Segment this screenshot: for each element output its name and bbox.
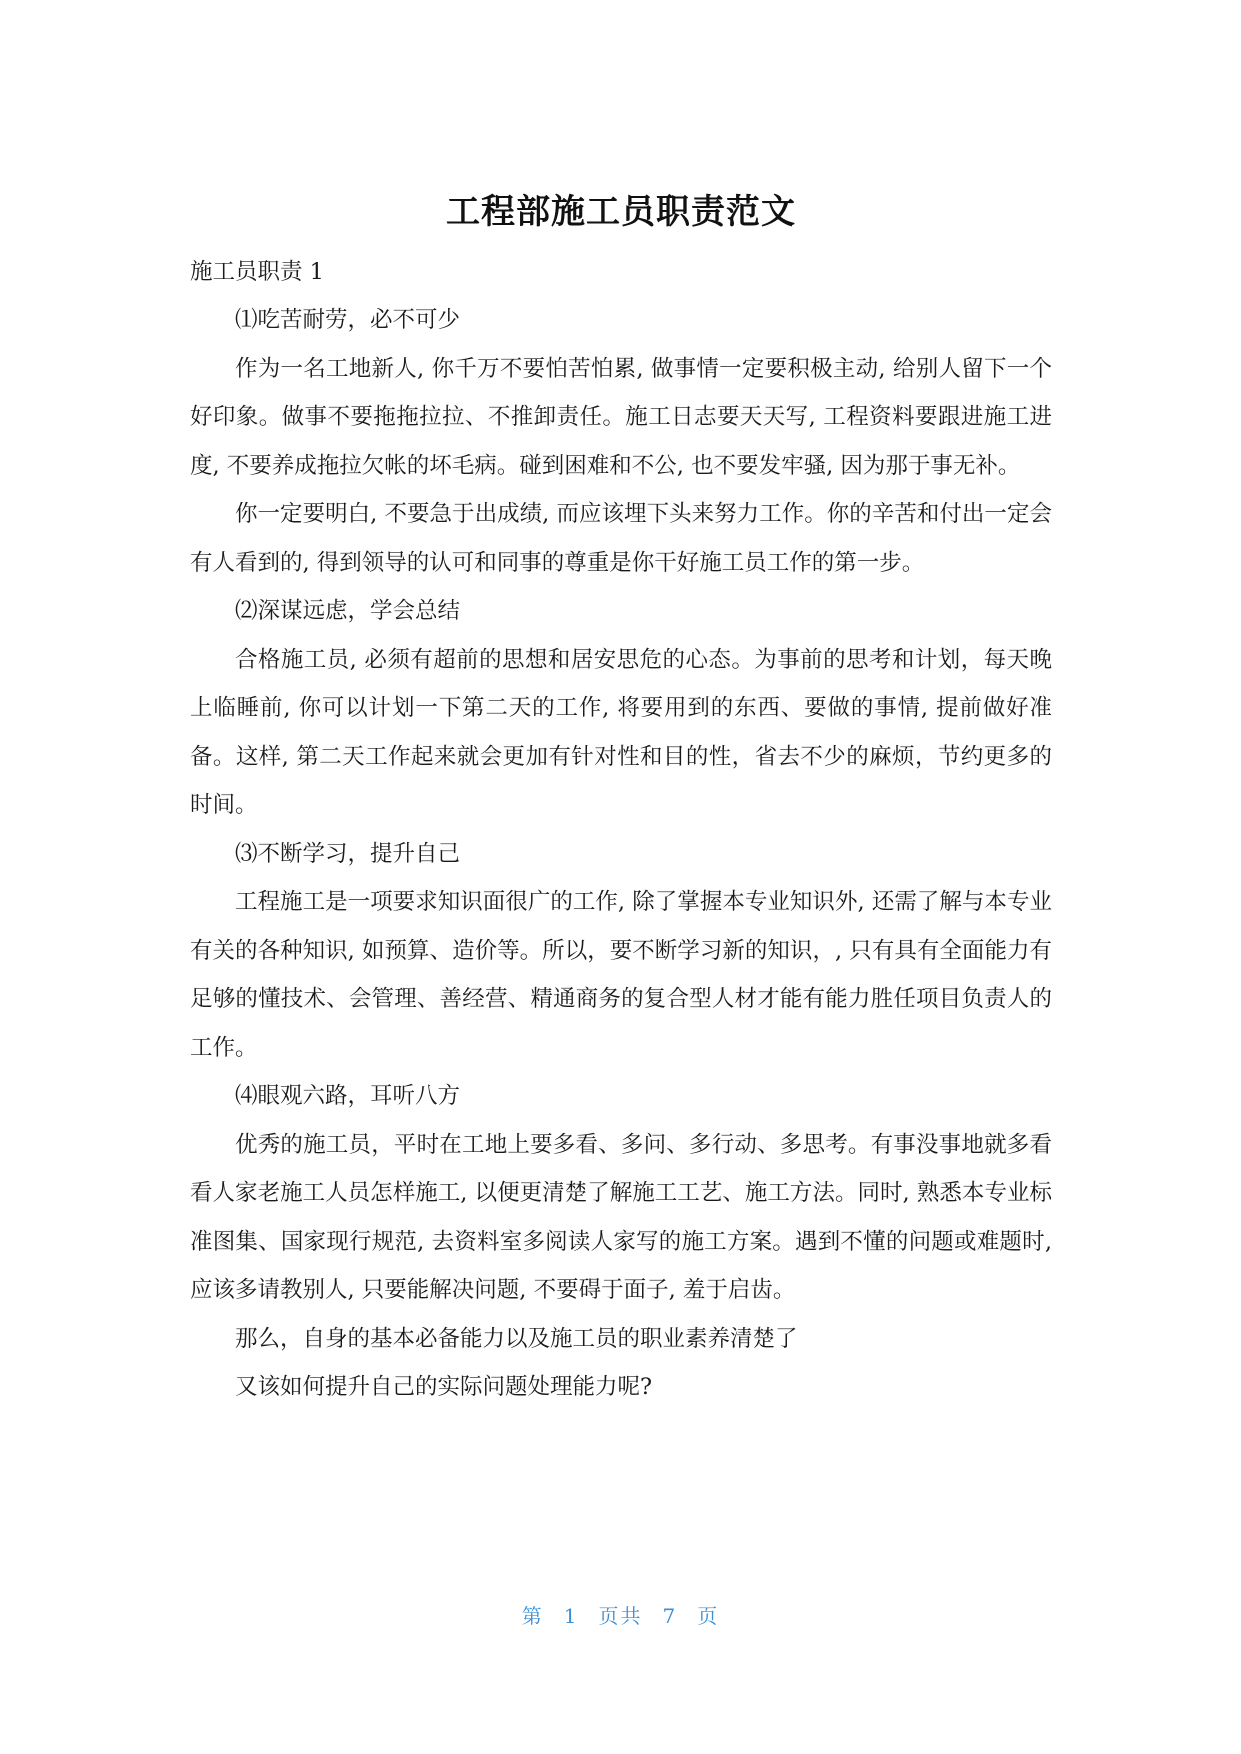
section-label: 施工员职责 1 (190, 259, 324, 285)
sub-heading-2: ⑵深谋远虑，学会总结 (235, 598, 461, 624)
paragraph: 又该如何提升自己的实际问题处理能力呢? (235, 1374, 653, 1400)
footer-middle: 页共 (598, 1604, 643, 1628)
paragraph: 那么，自身的基本必备能力以及施工员的职业素养清楚了 (235, 1325, 798, 1352)
footer-prefix: 第 (521, 1604, 544, 1628)
paragraph: 优秀的施工员，平时在工地上要多看、多问、多行动、多思考。有事没事地就多看看人家老施工人员怎样施工, 以便更清楚了解施工工艺、施工方法。同时, 熟悉本专业标准图集、国家现行规范, 去资料室多阅读人家写的施工方案。遇到不懂的问题或难题时, 应该多请教别人, 只要能解决问题, 不要碍于面子, 羞于启齿。 (190, 1131, 1052, 1303)
document-title: 工程部施工员职责范文 (446, 192, 796, 232)
footer-total-pages: 7 (662, 1604, 678, 1628)
page-footer (0, 1600, 1241, 1629)
paragraph: 合格施工员, 必须有超前的思想和居安思危的心态。为事前的思考和计划，每天晚上临睡前, 你可以计划一下第二天的工作, 将要用到的东西、要做的事情, 提前做好准备。这样, 第二天工作起来就会更加有针对性和目的性，省去不少的麻烦，节约更多的时间。 (190, 646, 1052, 818)
footer-suffix: 页 (697, 1604, 720, 1628)
sub-heading-4: ⑷眼观六路，耳听八方 (235, 1083, 461, 1109)
sub-heading-3: ⑶不断学习，提升自己 (235, 840, 461, 867)
paragraph: 工程施工是一项要求知识面很广的工作, 除了掌握本专业知识外, 还需了解与本专业有关的各种知识, 如预算、造价等。所以，要不断学习新的知识，, 只有具有全面能力有足够的懂技术、会管理、善经营、精通商务的复合型人材才能有能力胜任项目负责人的工作。 (190, 889, 1052, 1061)
footer-current-page: 1 (563, 1604, 579, 1628)
paragraph: 你一定要明白, 不要急于出成绩, 而应该埋下头来努力工作。你的辛苦和付出一定会有人看到的, 得到领导的认可和同事的尊重是你干好施工员工作的第一步。 (190, 501, 1052, 576)
paragraph: 作为一名工地新人, 你千万不要怕苦怕累, 做事情一定要积极主动, 给别人留下一个好印象。做事不要拖拖拉拉、不推卸责任。施工日志要天天写, 工程资料要跟进施工进度, 不要养成拖拉欠帐的坏毛病。碰到困难和不公, 也不要发牢骚, 因为那于事无补。 (190, 355, 1052, 479)
document-page (190, 190, 1052, 1412)
sub-heading-1: ⑴吃苦耐劳，必不可少 (235, 307, 461, 333)
